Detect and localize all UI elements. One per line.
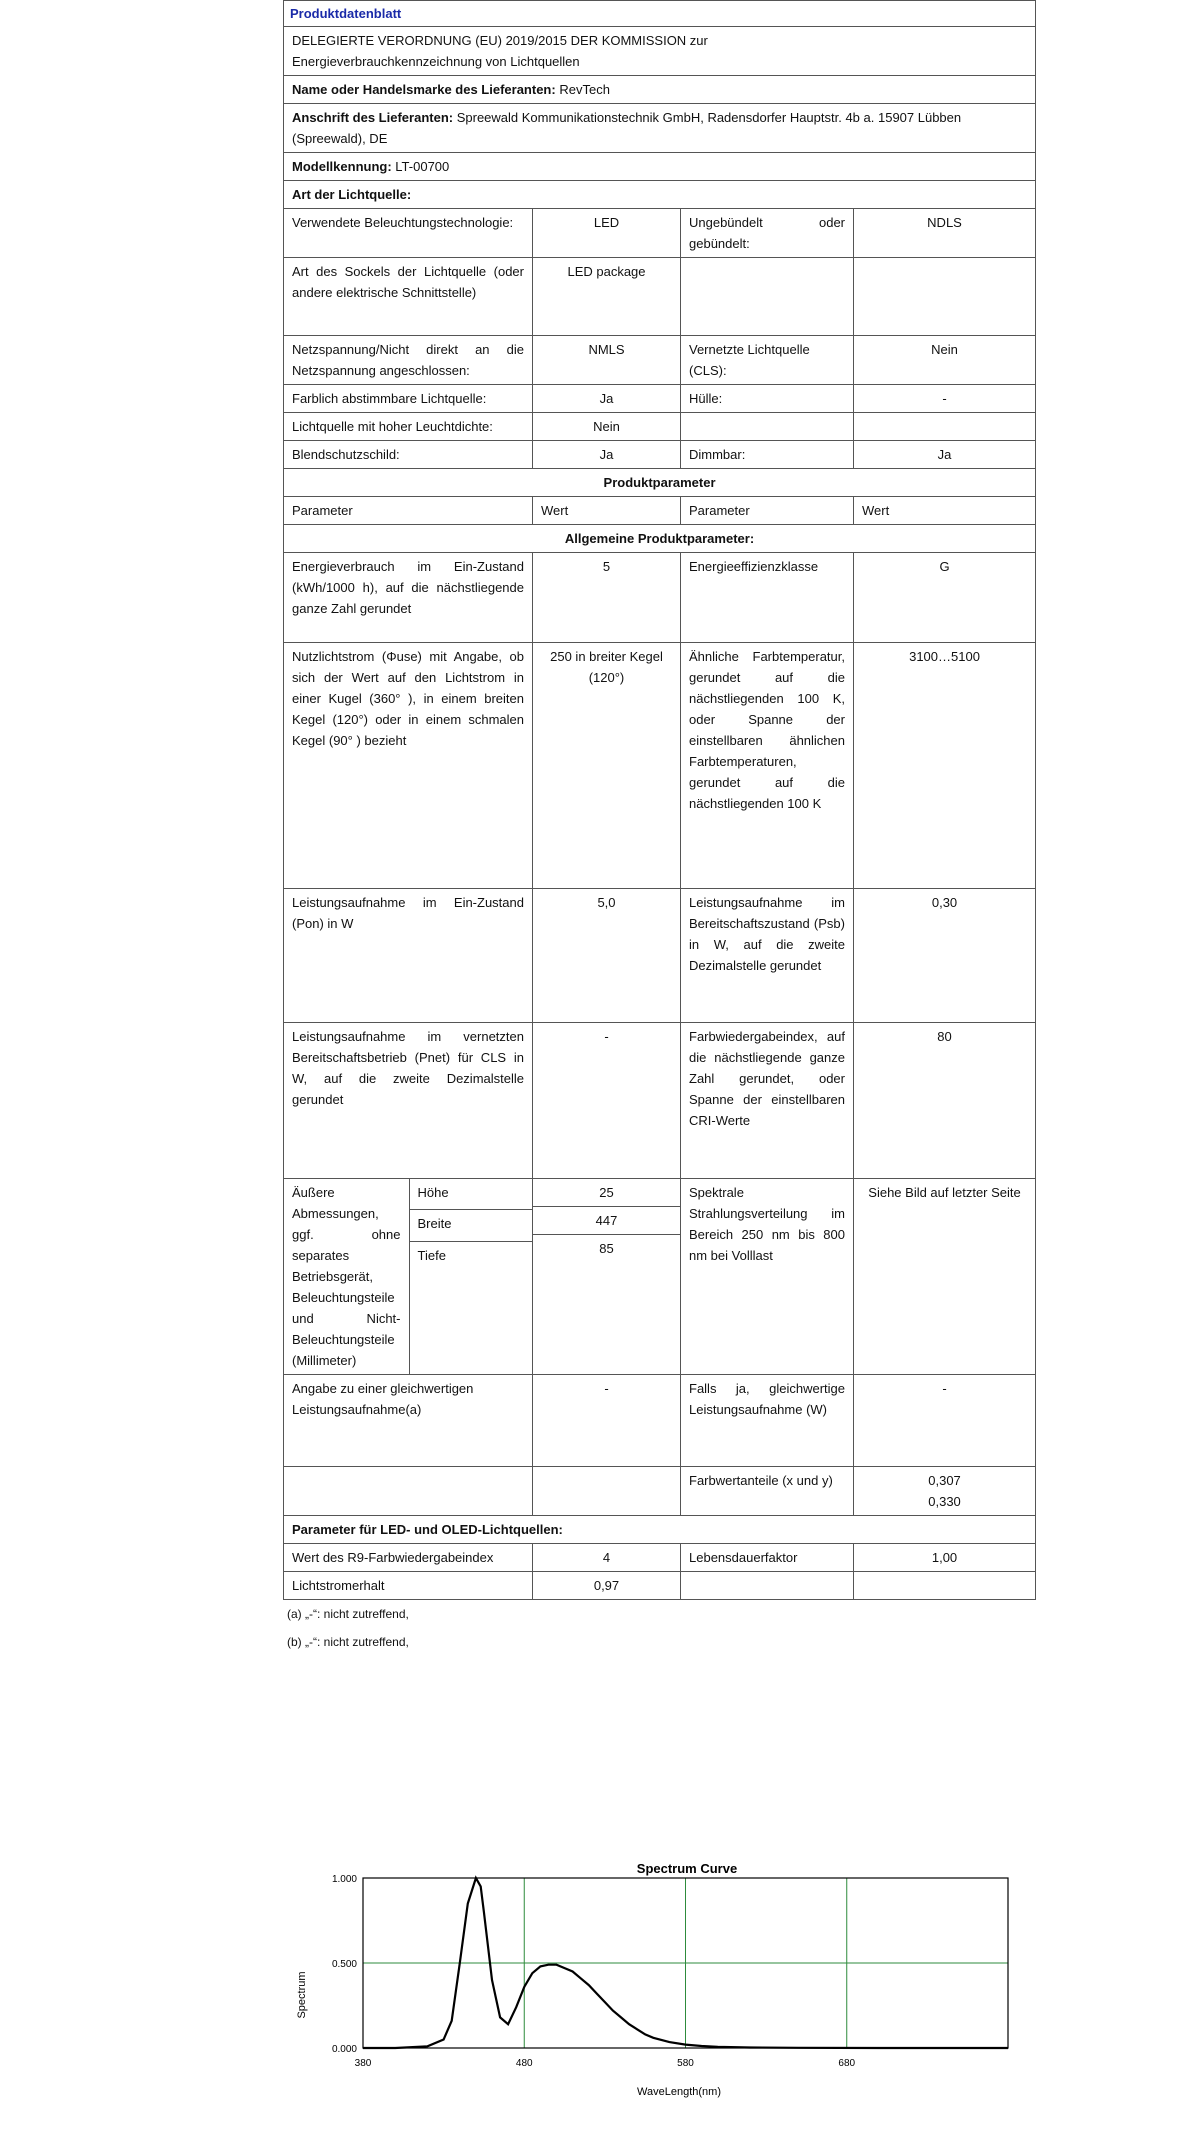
dimensions-row — [284, 1179, 1036, 1375]
param-value: - — [533, 1023, 681, 1179]
width-label: Breite — [409, 1210, 532, 1242]
column-header: Parameter — [681, 497, 854, 525]
supplier-name-value: RevTech — [559, 82, 610, 97]
model-row — [284, 153, 1036, 181]
product-params-section-row — [284, 469, 1036, 497]
datasheet-table — [283, 0, 1036, 1600]
param-label: Leistungsaufnahme im Bereitschaftszustand (Psb) in W, auf die zweite Dezimalstelle gerundet — [681, 889, 854, 1023]
param-label: Leistungsaufnahme im vernetzten Bereitschaftsbetrieb (Pnet) für CLS in W, auf die zweite Dezimalstelle gerundet — [284, 1023, 533, 1179]
param-label: Hülle: — [681, 385, 854, 413]
supplier-address-label: Anschrift des Lieferanten: — [292, 110, 454, 125]
param-label: Blendschutzschild: — [284, 441, 533, 469]
light-source-row — [284, 336, 1036, 385]
light-source-row — [284, 258, 1036, 336]
param-label: Wert des R9-Farbwiedergabeindex — [284, 1544, 533, 1572]
param-label: Nutzlichtstrom (Φuse) mit Angabe, ob sich der Wert auf den Lichtstrom in einer Kugel (360° ), in einem breiten Kegel (120°) oder in einem schmalen Kegel (90° ) bezieht — [284, 643, 533, 889]
param-label: Angabe zu einer gleichwertigen Leistungsaufnahme(a) — [284, 1375, 533, 1467]
subtitle-row — [284, 27, 1036, 76]
param-label: Energieverbrauch im Ein-Zustand (kWh/1000 h), auf die nächstliegende ganze Zahl gerundet — [284, 553, 533, 643]
param-value: 80 — [854, 1023, 1036, 1179]
footnote-b: (b) „-“: nicht zutreffend, — [287, 1635, 409, 1649]
param-value: 3100…5100 — [854, 643, 1036, 889]
param-value: 4 — [533, 1544, 681, 1572]
supplier-address-value: Spreewald Kommunikationstechnik GmbH, Radensdorfer Hauptstr. 4b a. 15907 Lübben (Spreewald), DE — [292, 110, 962, 146]
chart-x-tick-label: 580 — [677, 2058, 694, 2069]
param-value: 5 — [533, 553, 681, 643]
param-value: 0,30 — [854, 889, 1036, 1023]
param-value: - — [854, 385, 1036, 413]
param-value: NMLS — [533, 336, 681, 385]
chromaticity-y: 0,330 — [928, 1494, 961, 1509]
supplier-address-row — [284, 104, 1036, 153]
dimensions-table — [284, 1179, 532, 1374]
chart-x-tick-label: 480 — [515, 2058, 533, 2069]
param-value: Ja — [854, 441, 1036, 469]
page-title: Produktdatenblatt — [284, 1, 1036, 27]
param-label: Art des Sockels der Lichtquelle (oder andere elektrische Schnittstelle) — [284, 258, 533, 336]
param-value: Siehe Bild auf letzter Seite — [854, 1179, 1036, 1375]
chart-x-tick-label: 680 — [838, 2058, 856, 2069]
param-label: Lichtquelle mit hoher Leuchtdichte: — [284, 413, 533, 441]
product-param-row — [284, 1467, 1036, 1516]
param-value — [854, 413, 1036, 441]
general-params-section-row — [284, 525, 1036, 553]
chart-y-tick-label: 1.000 — [331, 1874, 357, 1885]
param-value: 0,97 — [533, 1572, 681, 1600]
light-source-row — [284, 385, 1036, 413]
param-value: LED package — [533, 258, 681, 336]
spectrum-chart — [283, 1855, 1043, 2115]
param-value: 1,00 — [854, 1544, 1036, 1572]
supplier-name-label: Name oder Handelsmarke des Lieferanten: — [292, 82, 556, 97]
product-param-row — [284, 643, 1036, 889]
param-label: Farblich abstimmbare Lichtquelle: — [284, 385, 533, 413]
depth-label: Tiefe — [409, 1242, 532, 1375]
general-params-section-title: Allgemeine Produktparameter: — [284, 525, 1036, 553]
param-value: 5,0 — [533, 889, 681, 1023]
param-label: Falls ja, gleichwertige Leistungsaufnahme (W) — [681, 1375, 854, 1467]
chart-x-label: WaveLength(nm) — [637, 2086, 721, 2098]
led-param-row — [284, 1544, 1036, 1572]
product-param-row — [284, 889, 1036, 1023]
column-header: Parameter — [284, 497, 533, 525]
chart-y-tick-label: 0.000 — [331, 2044, 357, 2055]
param-label: Spektrale Strahlungsverteilung im Bereich 250 nm bis 800 nm bei Volllast — [681, 1179, 854, 1375]
param-label: Energieeffizienzklasse — [681, 553, 854, 643]
regulation-subtitle: Energieverbrauchkennzeichnung von Lichtquellen — [292, 54, 580, 69]
param-value: - — [533, 1375, 681, 1467]
light-source-row — [284, 413, 1036, 441]
supplier-name-row — [284, 76, 1036, 104]
datasheet — [283, 0, 1035, 1656]
param-value: Nein — [854, 336, 1036, 385]
title-row — [284, 1, 1036, 27]
led-params-section-title: Parameter für LED- und OLED-Lichtquellen: — [284, 1516, 1036, 1544]
param-value: G — [854, 553, 1036, 643]
light-source-row — [284, 441, 1036, 469]
chart-title: Spectrum Curve — [636, 1861, 738, 1876]
param-label: Ähnliche Farbtemperatur, gerundet auf die nächstliegenden 100 K, oder Spanne der einstellbaren ähnlichen Farbtemperaturen, gerundet auf die nächstliegenden 100 K — [681, 643, 854, 889]
width-value: 447 — [533, 1207, 680, 1235]
param-label: Lebensdauerfaktor — [681, 1544, 854, 1572]
product-param-row — [284, 1023, 1036, 1179]
param-label: Leistungsaufnahme im Ein-Zustand (Pon) in W — [284, 889, 533, 1023]
param-label — [681, 258, 854, 336]
param-value: Ja — [533, 441, 681, 469]
param-label: Farbwertanteile (x und y) — [681, 1467, 854, 1516]
light-source-row — [284, 209, 1036, 258]
chromaticity-x: 0,307 — [928, 1473, 961, 1488]
depth-value: 85 — [599, 1241, 614, 1256]
product-params-section-title: Produktparameter — [284, 469, 1036, 497]
param-label: Lichtstromerhalt — [284, 1572, 533, 1600]
param-value: - — [854, 1375, 1036, 1467]
param-label — [681, 413, 854, 441]
product-param-row — [284, 553, 1036, 643]
dimensions-label: Äußere Abmessungen, ggf. ohne separates Betriebsgerät, Beleuchtungsteile und Nicht-Beleuchtungsteile (Millimeter) — [284, 1179, 409, 1374]
param-value — [854, 1572, 1036, 1600]
model-label: Modellkennung: — [292, 159, 392, 174]
param-label: Ungebündelt oder gebündelt: — [681, 209, 854, 258]
height-label: Höhe — [409, 1179, 532, 1210]
param-value: Ja — [533, 385, 681, 413]
column-header-row — [284, 497, 1036, 525]
param-label: Vernetzte Lichtquelle (CLS): — [681, 336, 854, 385]
param-value: 250 in breiter Kegel (120°) — [533, 643, 681, 889]
chart-x-tick-label: 380 — [354, 2058, 372, 2069]
product-param-row — [284, 1375, 1036, 1467]
param-label — [681, 1572, 854, 1600]
column-header: Wert — [533, 497, 681, 525]
param-value: LED — [533, 209, 681, 258]
height-value: 25 — [533, 1179, 680, 1207]
model-value: LT-00700 — [395, 159, 450, 174]
param-label: Verwendete Beleuchtungstechnologie: — [284, 209, 533, 258]
footnote-a: (a) „-“: nicht zutreffend, — [287, 1607, 409, 1621]
column-header: Wert — [854, 497, 1036, 525]
param-value: Nein — [533, 413, 681, 441]
chart-y-label: Spectrum — [296, 1971, 308, 2019]
light-source-section-row — [284, 181, 1036, 209]
light-source-section-title: Art der Lichtquelle: — [284, 181, 1036, 209]
param-label: Netzspannung/Nicht direkt an die Netzspannung angeschlossen: — [284, 336, 533, 385]
param-value: NDLS — [854, 209, 1036, 258]
chart-y-tick-label: 0.500 — [331, 1959, 357, 1970]
param-value — [854, 258, 1036, 336]
regulation-title: DELEGIERTE VERORDNUNG (EU) 2019/2015 DER KOMMISSION zur — [292, 33, 708, 48]
led-params-section-row — [284, 1516, 1036, 1544]
led-param-row — [284, 1572, 1036, 1600]
param-label: Farbwiedergabeindex, auf die nächstliegende ganze Zahl gerundet, oder Spanne der einstellbaren CRI-Werte — [681, 1023, 854, 1179]
param-label: Dimmbar: — [681, 441, 854, 469]
